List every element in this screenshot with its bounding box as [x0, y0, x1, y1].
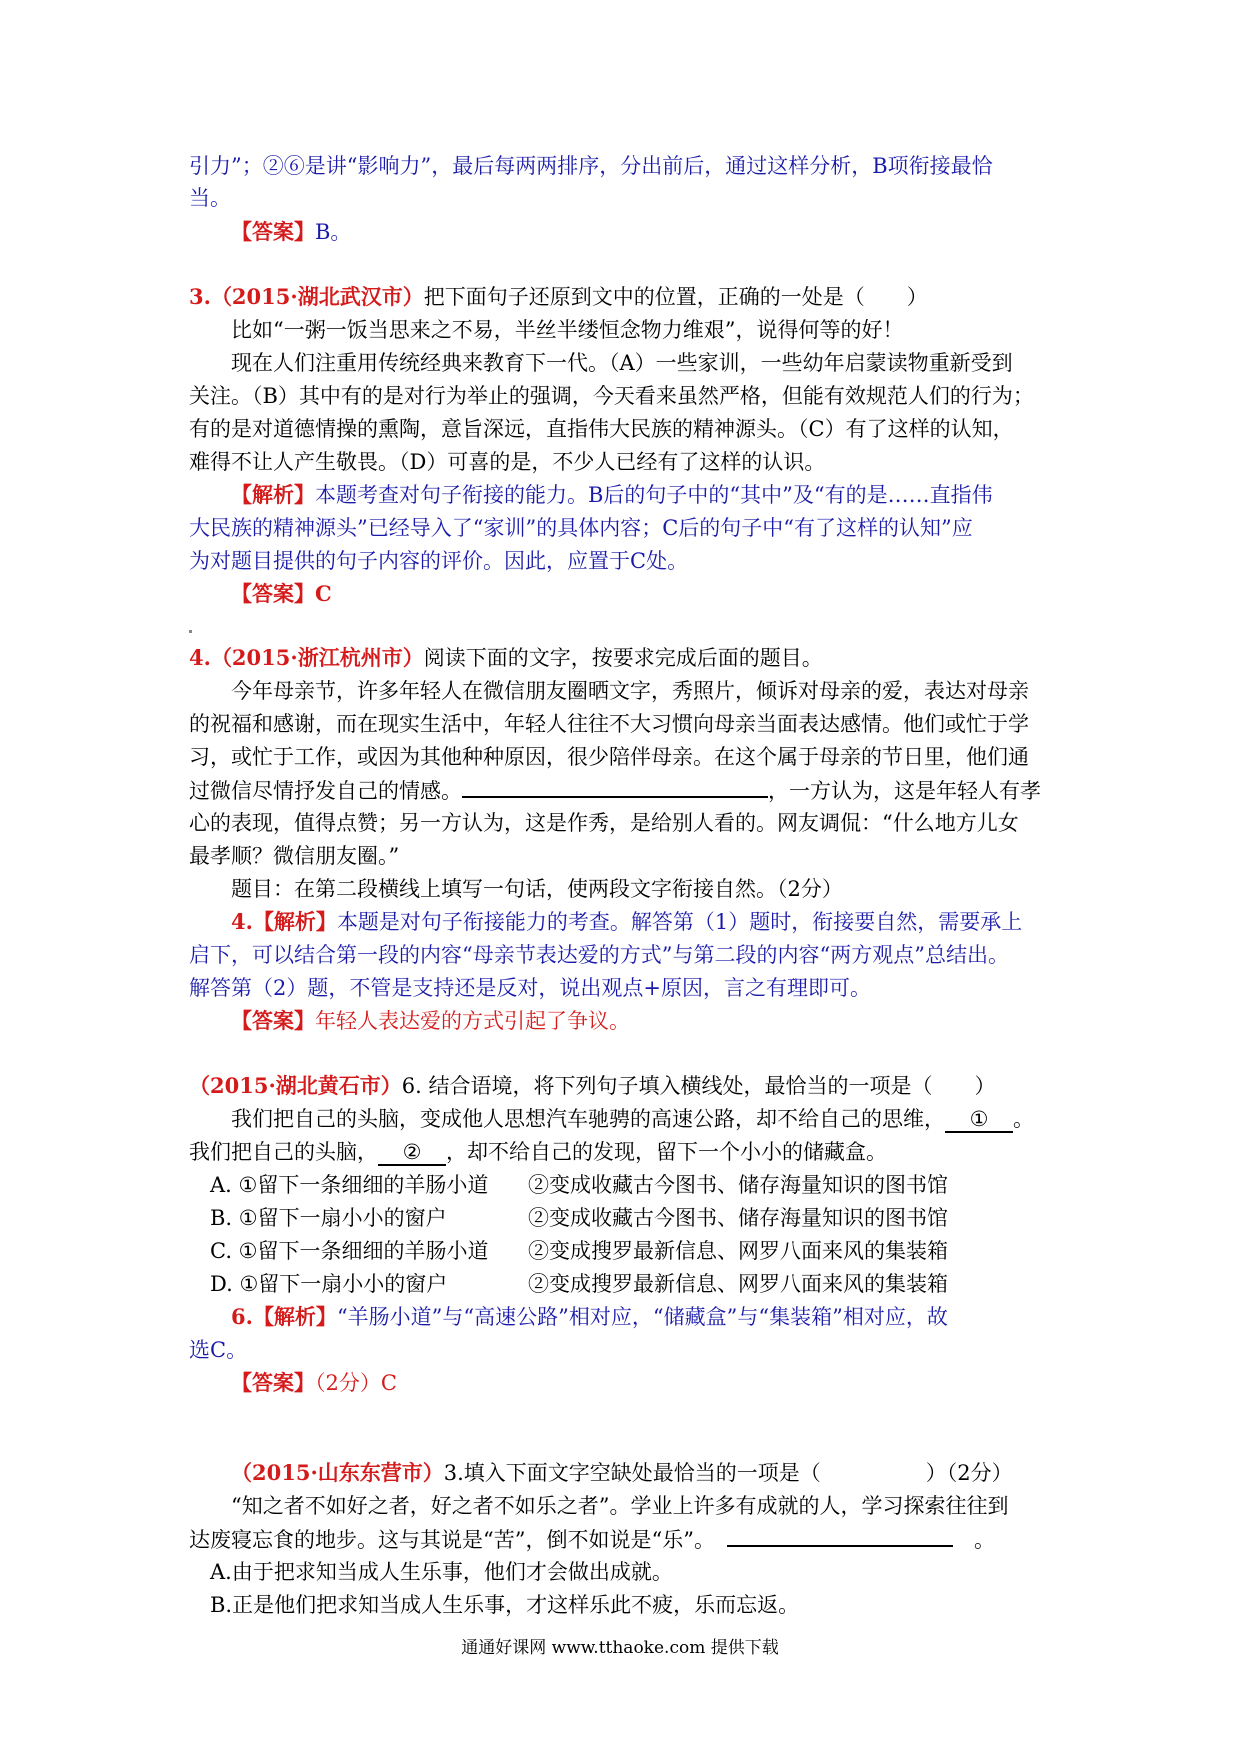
passage-line: 现在人们注重用传统经典来教育下一代。（A）一些家训，一些幼年启蒙读物重新受到 [231, 351, 1013, 375]
analysis-continuation-line: 当。 [189, 186, 231, 210]
question-line-with-blank [231, 1103, 1034, 1135]
option-a: A.由于把求知当成人生乐事，他们才会做出成就。 [210, 1560, 673, 1584]
answer-line [231, 1367, 397, 1399]
analysis-tag: 【解析】 [231, 482, 315, 507]
question-text: 。 [1013, 1107, 1034, 1131]
stray-dot [189, 630, 192, 633]
answer-line [231, 1005, 630, 1037]
analysis-line: 为对题目提供的句子内容的评价。因此，应置于C处。 [189, 549, 689, 573]
answer-line [231, 578, 332, 610]
passage-line: 心的表现，值得点赞；另一方认为，这是作秀，是给别人看的。网友调侃：“什么地方儿女 [189, 811, 1019, 835]
analysis-tag: 【解析】 [252, 909, 337, 934]
option-part-2: ②变成搜罗最新信息、网罗八面来风的集装箱 [528, 1272, 948, 1296]
question-6-header [189, 1070, 995, 1102]
passage-line: 有的是对道德情操的熏陶，意旨深远，直指伟大民族的精神源头。（C）有了这样的认知， [189, 417, 1014, 441]
question-source: （2015·山东东营市） [231, 1460, 444, 1485]
blank-2: ② [378, 1140, 446, 1166]
passage-line: 习，或忙于工作，或因为其他种种原因，很少陪伴母亲。在这个属于母亲的节日里，他们通 [189, 745, 1029, 769]
analysis-line [231, 479, 993, 511]
option-part-2: ②变成搜罗最新信息、网罗八面来风的集装箱 [528, 1239, 948, 1263]
task-line: 题目：在第二段横线上填写一句话，使两段文字衔接自然。（2分） [231, 877, 843, 901]
question-source: （2015·湖北武汉市） [210, 284, 424, 309]
option-part-2: ②变成收藏古今图书、储存海量知识的图书馆 [528, 1173, 948, 1197]
question-sentence: 比如“一粥一饭当思来之不易，半丝半缕恒念物力维艰”，说得何等的好！ [231, 318, 904, 342]
analysis-line: 选C。 [189, 1338, 248, 1362]
answer-tag: 【答案】 [231, 581, 315, 606]
answer-blank [462, 774, 768, 798]
passage-text: ，一方认为，这是年轻人有孝 [768, 779, 1041, 803]
question-stem: 把下面句子还原到文中的位置，正确的一处是（ ） [423, 285, 928, 309]
analysis-tag: 【解析】 [252, 1304, 337, 1329]
answer-text: 年轻人表达爱的方式引起了争议。 [315, 1009, 630, 1033]
analysis-text: 本题考查对句子衔接的能力。B后的句子中的“其中”及“有的是……直指伟 [315, 483, 993, 507]
question-3-header [189, 281, 928, 313]
answer-tag: 【答案】 [231, 1370, 315, 1395]
answer-tag: 【答案】 [231, 1008, 315, 1033]
question-text: ，却不给自己的发现，留下一个小小的储藏盒。 [446, 1140, 887, 1164]
option-a [210, 1169, 1110, 1201]
question-number: 3. [189, 284, 211, 309]
passage-line: 难得不让人产生敬畏。（D）可喜的是，不少人已经有了这样的认识。 [189, 450, 826, 474]
passage-line-with-blank [189, 1523, 995, 1556]
question-3b-header [231, 1457, 1013, 1489]
passage-line: 最孝顺？微信朋友圈。” [189, 844, 400, 868]
analysis-number: 6. [231, 1304, 253, 1329]
question-line-with-blank [189, 1136, 887, 1168]
question-source: （2015·浙江杭州市） [210, 645, 424, 670]
passage-text: 过微信尽情抒发自己的情感。 [189, 779, 462, 803]
question-source: （2015·湖北黄石市） [189, 1073, 402, 1098]
question-4-header [189, 642, 823, 674]
question-stem: 阅读下面的文字，按要求完成后面的题目。 [423, 646, 823, 670]
question-text: 我们把自己的头脑， [189, 1140, 378, 1164]
passage-line-with-blank [189, 774, 1041, 807]
option-c [210, 1235, 1110, 1267]
answer-blank [727, 1523, 953, 1547]
question-stem: 3.填入下面文字空缺处最恰当的一项是（ ）（2分） [443, 1461, 1013, 1485]
analysis-text: “羊肠小道”与“高速公路”相对应，“储藏盒”与“集装箱”相对应，故 [336, 1305, 948, 1329]
analysis-line: 大民族的精神源头”已经导入了“家训”的具体内容；C后的句子中“有了这样的认知”应 [189, 516, 973, 540]
analysis-line: 启下，可以结合第一段的内容“母亲节表达爱的方式”与第二段的内容“两方观点”总结出。 [189, 943, 1009, 967]
answer-text: （2分）C [315, 1371, 397, 1395]
answer-text: B。 [315, 220, 352, 244]
answer-text: C [315, 581, 332, 606]
question-stem: 6. 结合语境，将下列句子填入横线处，最恰当的一项是（ ） [401, 1074, 996, 1098]
analysis-line [231, 1301, 948, 1333]
question-number: 4. [189, 645, 211, 670]
passage-line: 的祝福和感谢，而在现实生活中，年轻人往往不大习惯向母亲当面表达感情。他们或忙于学 [189, 712, 1029, 736]
passage-text: 达废寝忘食的地步。这与其说是“苦”，倒不如说是“乐”。 [189, 1528, 715, 1552]
analysis-line: 解答第（2）题，不管是支持还是反对，说出观点+原因，言之有理即可。 [189, 976, 871, 1000]
option-part-1: D. ①留下一扇小小的窗户 [210, 1272, 448, 1296]
blank-1: ① [945, 1107, 1013, 1133]
analysis-text: 本题是对句子衔接能力的考查。解答第（1）题时，衔接要自然，需要承上 [336, 910, 1023, 934]
option-part-1: B. ①留下一扇小小的窗户 [210, 1206, 447, 1230]
option-part-1: A. ①留下一条细细的羊肠小道 [210, 1173, 489, 1197]
passage-line: “知之者不如好之者，好之者不如乐之者”。学业上许多有成就的人，学习探索往往到 [231, 1494, 1009, 1518]
page-footer: 通通好课网 www.tthaoke.com 提供下载 [461, 1638, 779, 1658]
option-b [210, 1202, 1110, 1234]
option-part-1: C. ①留下一条细细的羊肠小道 [210, 1239, 489, 1263]
question-text: 我们把自己的头脑，变成他人思想汽车驰骋的高速公路，却不给自己的思维， [231, 1107, 945, 1131]
analysis-line [231, 906, 1022, 938]
option-b: B.正是他们把求知当成人生乐事，才这样乐此不疲，乐而忘返。 [210, 1593, 800, 1617]
answer-line [231, 216, 351, 248]
option-d [210, 1268, 1110, 1300]
answer-tag: 【答案】 [231, 219, 315, 244]
passage-line: 今年母亲节，许多年轻人在微信朋友圈晒文字，秀照片，倾诉对母亲的爱，表达对母亲 [231, 679, 1029, 703]
option-part-2: ②变成收藏古今图书、储存海量知识的图书馆 [528, 1206, 948, 1230]
passage-line: 关注。（B）其中有的是对行为举止的强调，今天看来虽然严格，但能有效规范人们的行为； [189, 384, 1034, 408]
analysis-number: 4. [231, 909, 253, 934]
analysis-continuation-line: 引力”；②⑥是讲“影响力”，最后每两两排序，分出前后，通过这样分析，B项衔接最恰 [189, 154, 993, 178]
passage-text: 。 [952, 1528, 995, 1552]
